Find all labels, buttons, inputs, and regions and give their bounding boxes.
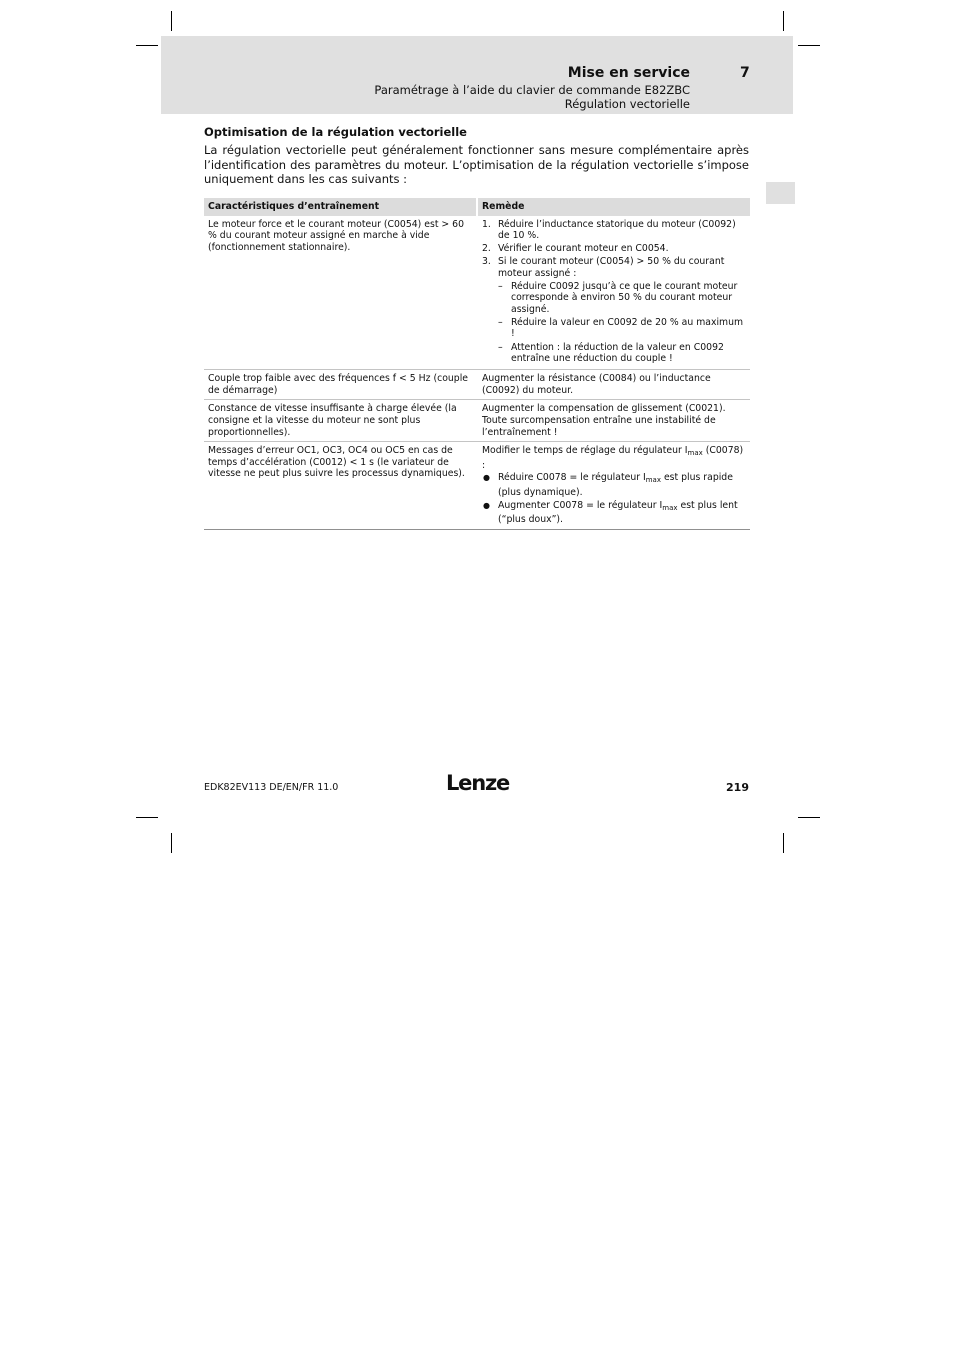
- column-header-remedy: Remède: [478, 198, 750, 216]
- document-code: EDK82EV113 DE/EN/FR 11.0: [204, 782, 339, 793]
- chapter-title: Mise en service: [567, 65, 690, 81]
- crop-mark: [171, 833, 172, 853]
- bullet-icon: ●: [483, 500, 490, 510]
- remedy-cell: Augmenter la compensation de glissement (C0021). Toute surcompensation entraîne une instabilité de l’entraînement !: [482, 403, 726, 438]
- remedy-cell: [478, 216, 750, 370]
- list-item: ● Augmenter C0078 = le régulateur $I_{max}$ est plus lent (“plus doux”).: [483, 499, 738, 526]
- lenze-logo: Lenze: [446, 771, 510, 795]
- list-item: 2. Vérifier le courant moteur en C0054.: [482, 243, 669, 255]
- header-subtitle-section: Régulation vectorielle: [564, 97, 690, 111]
- remedy-intro: Modifier le temps de réglage du régulateur $I_{max}$ (C0078) :: [482, 445, 744, 471]
- list-item: ● Réduire C0078 = le régulateur $I_{max}$ est plus rapide (plus dynamique).: [483, 472, 733, 498]
- table-header-row: [204, 198, 750, 216]
- remedy-cell: [478, 442, 750, 529]
- chapter-number: 7: [740, 65, 750, 81]
- characteristic-cell: Couple trop faible avec des fréquences f < 5 Hz (couple de démarrage): [208, 373, 468, 396]
- remedy-substeps: [498, 281, 746, 365]
- list-item: – Réduire la valeur en C0092 de 20 % au maximum !: [498, 316, 744, 340]
- header-subtitle: Paramétrage à l’aide du clavier de commande E82ZBC: [374, 83, 690, 97]
- table-row: [204, 370, 750, 400]
- dash-icon: –: [498, 341, 503, 353]
- table-row: [204, 400, 750, 442]
- remedy-cell: Augmenter la résistance (C0084) ou l’inductance (C0092) du moteur.: [482, 373, 711, 396]
- characteristic-cell: Constance de vitesse insuffisante à charge élevée (la consigne et la vitesse du moteur ne sont plus proportionnelles).: [208, 403, 457, 438]
- list-item: – Réduire C0092 jusqu’à ce que le courant moteur corresponde à environ 50 % du courant moteur assigné.: [498, 280, 738, 315]
- dash-icon: –: [498, 316, 503, 328]
- dash-icon: –: [498, 280, 503, 292]
- crop-mark: [783, 833, 784, 853]
- header-band: [161, 36, 793, 114]
- section-title: Optimisation de la régulation vectorielle: [204, 125, 467, 139]
- crop-mark: [171, 11, 172, 31]
- crop-mark: [798, 45, 820, 46]
- optimization-table: [204, 198, 750, 530]
- list-item: – Attention : la réduction de la valeur en C0092 entraîne une réduction du couple !: [498, 341, 724, 365]
- list-item: 3. Si le courant moteur (C0054) > 50 % du courant moteur assigné : – Réduire C0092 jusqu’à ce que le courant moteur corresponde à environ 50 % du courant moteur assigné. – Réduire la valeur en C0092 de 20 % au maximum ! – Attention : la réduction de la valeur en C0092 entraîne une réduction du couple !: [482, 256, 746, 364]
- column-header-characteristics: Caractéristiques d’entraînement: [204, 198, 476, 216]
- characteristic-cell: Le moteur force et le courant moteur (C0054) est > 60 % du courant moteur assigné en marche à vide (fonctionnement stationnaire).: [208, 218, 464, 253]
- characteristic-cell: Messages d’erreur OC1, OC3, OC4 ou OC5 en cas de temps d’accélération (C0012) < 1 s (le variateur de vitesse ne peut plus suivre les processus dynamiques).: [208, 445, 465, 480]
- page-number: 219: [726, 781, 749, 794]
- table-row: [204, 442, 750, 530]
- remedy-steps: [482, 219, 746, 365]
- chapter-side-tab: [766, 182, 795, 204]
- crop-mark: [798, 817, 820, 818]
- crop-mark: [783, 11, 784, 31]
- crop-mark: [136, 45, 158, 46]
- table-row: [204, 216, 750, 371]
- crop-mark: [136, 817, 158, 818]
- intro-paragraph: La régulation vectorielle peut généralement fonctionner sans mesure complémentaire après l’identification des paramètres du moteur. L’optimisation de la régulation vectorielle s’impose uniquement dans les cas suivants :: [204, 143, 749, 186]
- list-item: 1. Réduire l’inductance statorique du moteur (C0092) de 10 %.: [482, 218, 736, 242]
- remedy-bullets: [482, 472, 746, 525]
- bullet-icon: ●: [483, 473, 490, 483]
